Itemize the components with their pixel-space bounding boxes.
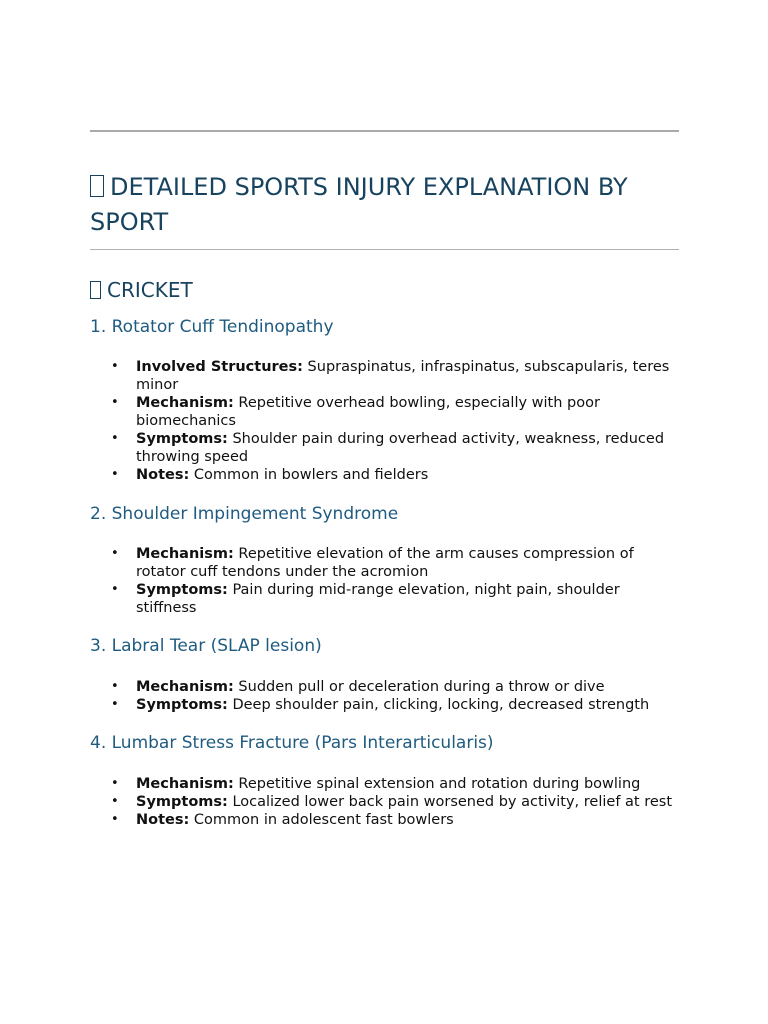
missing-glyph-icon (90, 175, 104, 197)
bullet-icon: • (111, 395, 119, 410)
bullet-icon: • (111, 812, 119, 827)
bullet-icon: • (111, 794, 119, 809)
list-item (90, 394, 679, 430)
bullet-icon: • (111, 359, 119, 374)
list-item (90, 678, 679, 696)
injury-details-list (90, 775, 679, 829)
item-text: Common in bowlers and fielders (193, 467, 429, 483)
item-text: Pain during mid-range elevation, night pain, shoulder stiffness (136, 582, 620, 616)
bullet-icon: • (111, 776, 119, 791)
list-item (90, 696, 679, 714)
item-label: Involved Structures: (136, 359, 303, 375)
item-text: Sudden pull or deceleration during a throw or dive (238, 679, 605, 695)
list-item (90, 466, 679, 484)
item-label: Notes: (136, 812, 190, 828)
item-label: Symptoms: (136, 697, 228, 713)
list-item (90, 811, 679, 829)
item-text: Common in adolescent fast bowlers (193, 812, 454, 828)
bullet-icon: • (111, 679, 119, 694)
sport-heading (90, 276, 193, 304)
page-title (90, 170, 679, 240)
item-text: Supraspinatus, infraspinatus, subscapularis, teres minor (136, 359, 670, 393)
injury-heading: 2. Shoulder Impingement Syndrome (90, 504, 399, 524)
top-divider (90, 130, 679, 132)
sport-heading-text: CRICKET (107, 278, 193, 302)
item-label: Symptoms: (136, 794, 228, 810)
item-label: Mechanism: (136, 679, 234, 695)
list-item (90, 430, 679, 466)
item-text: Repetitive elevation of the arm causes compression of rotator cuff tendons under the acromion (136, 546, 634, 580)
item-label: Mechanism: (136, 546, 234, 562)
bullet-icon: • (111, 697, 119, 712)
injury-heading: 3. Labral Tear (SLAP lesion) (90, 636, 322, 656)
list-item (90, 775, 679, 793)
injury-details-list (90, 545, 679, 617)
item-label: Symptoms: (136, 582, 228, 598)
missing-glyph-icon (90, 281, 101, 299)
item-label: Notes: (136, 467, 190, 483)
injury-details-list (90, 678, 679, 714)
item-text: Deep shoulder pain, clicking, locking, decreased strength (232, 697, 650, 713)
item-text: Localized lower back pain worsened by activity, relief at rest (232, 794, 673, 810)
list-item (90, 545, 679, 581)
list-item (90, 358, 679, 394)
list-item (90, 581, 679, 617)
item-text: Shoulder pain during overhead activity, weakness, reduced throwing speed (136, 431, 665, 465)
item-text: Repetitive overhead bowling, especially with poor biomechanics (136, 395, 600, 429)
item-label: Symptoms: (136, 431, 228, 447)
item-text: Repetitive spinal extension and rotation during bowling (238, 776, 641, 792)
bullet-icon: • (111, 582, 119, 597)
item-label: Mechanism: (136, 776, 234, 792)
item-label: Mechanism: (136, 395, 234, 411)
injury-heading: 4. Lumbar Stress Fracture (Pars Interarticularis) (90, 733, 494, 753)
title-divider (90, 249, 679, 250)
injury-heading: 1. Rotator Cuff Tendinopathy (90, 317, 334, 337)
list-item (90, 793, 679, 811)
page-title-text: DETAILED SPORTS INJURY EXPLANATION BY SPORT (90, 173, 628, 236)
bullet-icon: • (111, 467, 119, 482)
bullet-icon: • (111, 546, 119, 561)
injury-details-list (90, 358, 679, 484)
bullet-icon: • (111, 431, 119, 446)
